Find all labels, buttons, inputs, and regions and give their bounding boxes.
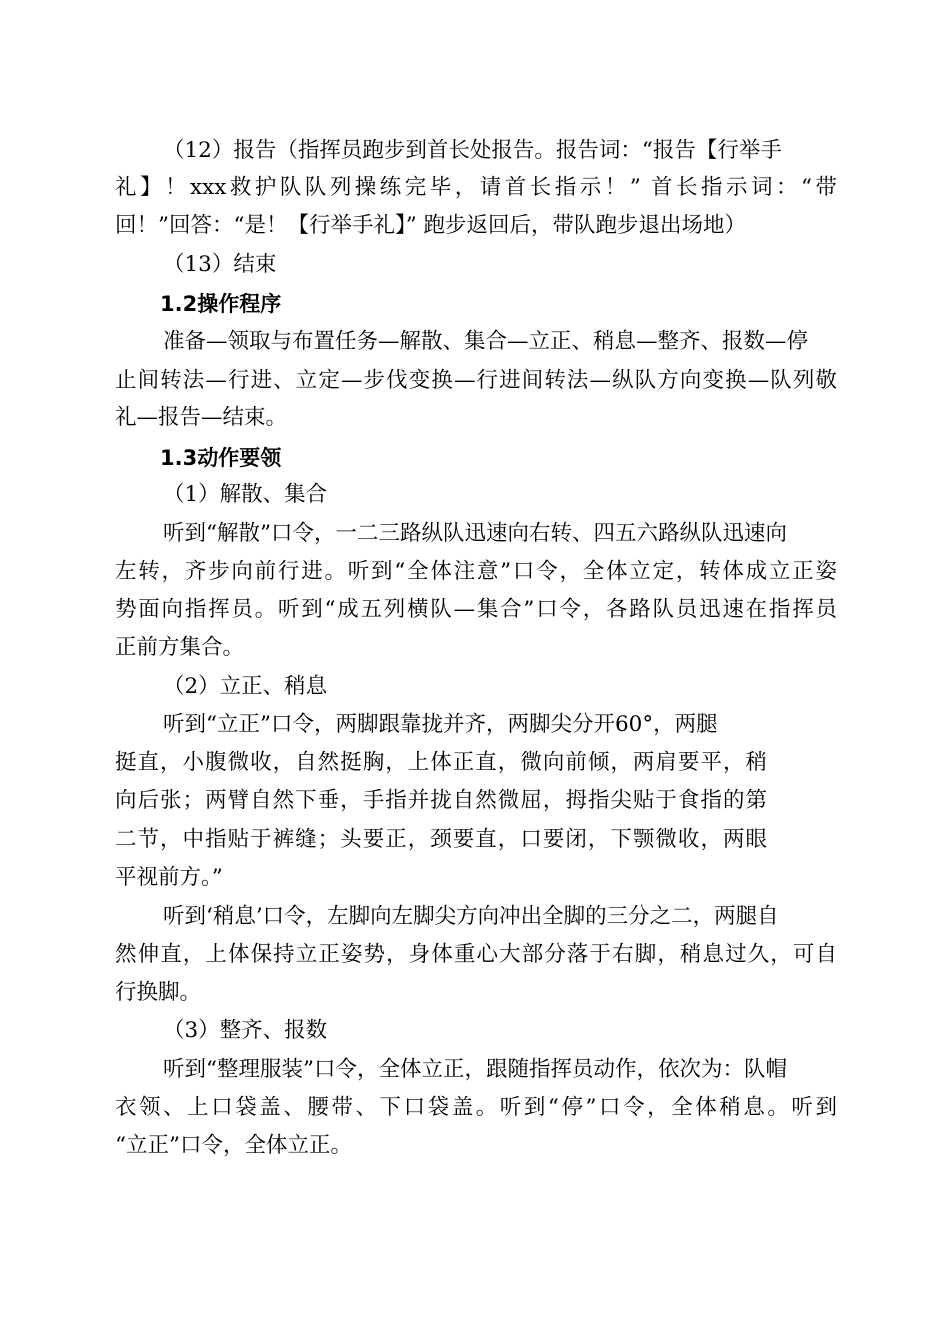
paragraph-line-align-3: “立正”口令，全体立正。	[115, 1133, 352, 1158]
subheading-dismiss-assemble: （1）解散、集合	[163, 482, 328, 507]
paragraph-line-dismiss-1: 听到“解散”口令，一二三路纵队迅速向右转、四五六路纵队迅速向	[163, 521, 787, 546]
paragraph-line-procedure-3: 礼—报告—结束。	[115, 405, 288, 430]
subheading-align-count: （3）整齐、报数	[163, 1018, 328, 1043]
paragraph-line-dismiss-3: 势面向指挥员。听到“成五列横队—集合”口令，各路队员迅速在指挥员	[115, 597, 837, 622]
paragraph-line-procedure-1: 准备—领取与布置任务—解散、集合—立正、稍息—整齐、报数—停	[163, 329, 809, 354]
paragraph-line-attention-3: 向后张；两臂自然下垂，手指并拢自然微屈，拇指尖贴于食指的第	[115, 788, 767, 813]
paragraph-line-align-1: 听到“整理服装”口令，全体立正，跟随指挥员动作，依次为：队帽	[163, 1057, 787, 1082]
paragraph-line-attention-1: 听到“立正”口令，两脚跟靠拢并齐，两脚尖分开60°，两腿	[163, 712, 718, 737]
section-heading-1-3: 1.3动作要领	[160, 446, 282, 470]
paragraph-line-attention-5: 平视前方。”	[115, 865, 223, 890]
paragraph-line-report-3: 回！”回答：“是！【行举手礼】” 跑步返回后，带队跑步退出场地）	[115, 213, 747, 238]
paragraph-line-align-2: 衣领、上口袋盖、腰带、下口袋盖。听到“停”口令，全体稍息。听到	[115, 1095, 837, 1120]
paragraph-line-atease-2: 然伸直，上体保持立正姿势，身体重心大部分落于右脚，稍息过久，可自	[115, 942, 837, 967]
paragraph-line-atease-3: 行换脚。	[115, 980, 202, 1005]
paragraph-line-attention-2: 挺直，小腹微收，自然挺胸，上体正直，微向前倾，两肩要平，稍	[115, 750, 767, 775]
subheading-attention-atease: （2）立正、稍息	[163, 674, 328, 699]
paragraph-line-procedure-2: 止间转法—行进、立定—步伐变换—行进间转法—纵队方向变换—队列敬	[115, 368, 837, 393]
paragraph-line-atease-1: 听到‘稍息’口令，左脚向左脚尖方向冲出全脚的三分之二，两腿自	[163, 904, 779, 929]
paragraph-line-report-1: （12）报告（指挥员跑步到首长处报告。报告词：“报告【行举手	[163, 138, 782, 163]
paragraph-line-report-2: 礼】！xxx救护队队列操练完毕，请首长指示！” 首长指示词：“带	[115, 175, 837, 200]
section-heading-1-2: 1.2操作程序	[160, 292, 282, 316]
paragraph-line-attention-4: 二节，中指贴于裤缝；头要正，颈要直，口要闭，下颚微收，两眼	[115, 827, 767, 852]
paragraph-line-dismiss-2: 左转，齐步向前行进。听到“全体注意”口令，全体立定，转体成立正姿	[115, 559, 837, 584]
step-13-end: （13）结束	[163, 252, 277, 277]
paragraph-line-dismiss-4: 正前方集合。	[115, 635, 245, 660]
